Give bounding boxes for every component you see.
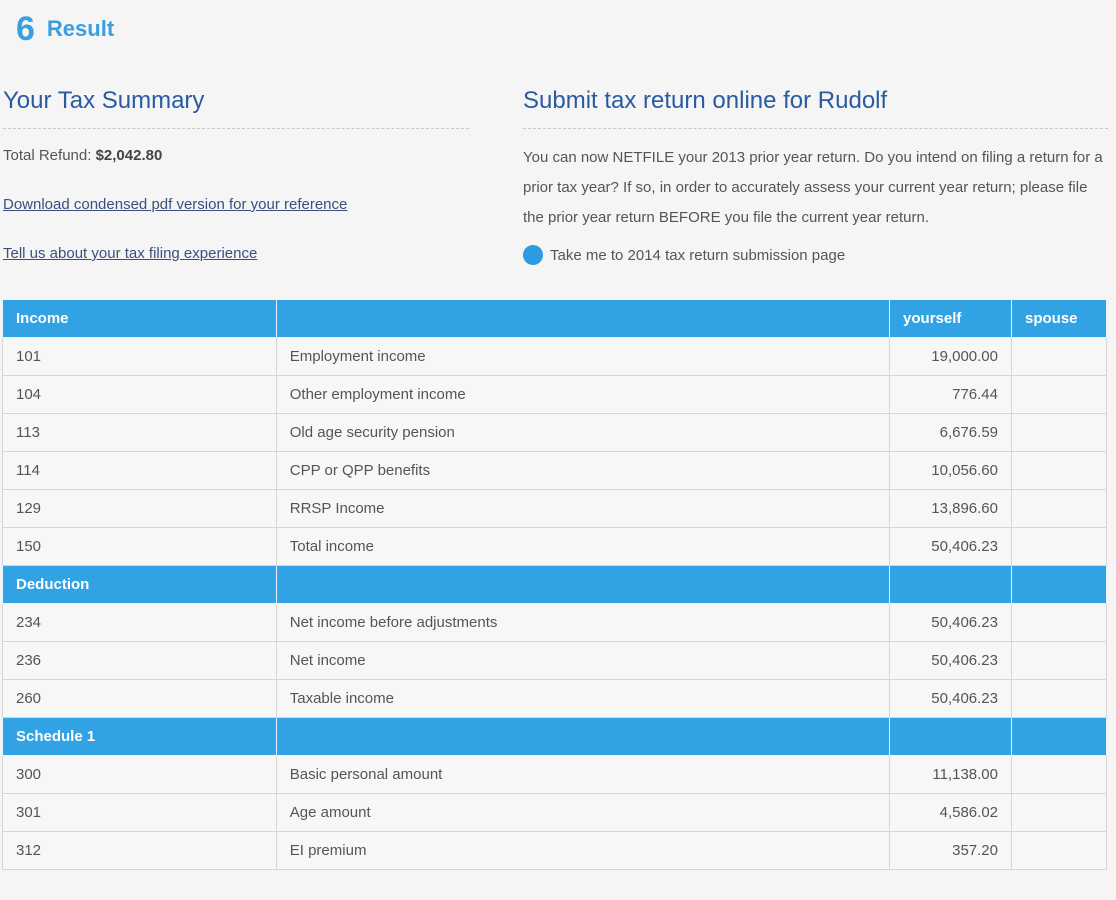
spouse-amount [1012,756,1107,794]
yourself-amount: 19,000.00 [890,338,1012,376]
line-code: 104 [3,376,277,414]
section-header-blank [276,718,889,756]
section-header-blank [276,566,889,604]
section-title: Schedule 1 [3,718,277,756]
yourself-amount: 50,406.23 [890,680,1012,718]
bullet-circle-icon [523,245,543,265]
spouse-amount [1012,528,1107,566]
table-row [3,338,1107,376]
line-code: 312 [3,832,277,870]
line-code: 236 [3,642,277,680]
table-row [3,528,1107,566]
yourself-amount: 50,406.23 [890,604,1012,642]
spouse-amount [1012,642,1107,680]
column-header-yourself [890,566,1012,604]
line-code: 300 [3,756,277,794]
line-label: RRSP Income [276,490,889,528]
yourself-amount: 50,406.23 [890,528,1012,566]
section-header-row [3,718,1107,756]
spouse-amount [1012,604,1107,642]
spouse-amount [1012,794,1107,832]
section-header-blank [276,300,889,338]
step-title: Result [46,16,115,41]
line-label: CPP or QPP benefits [276,452,889,490]
table-row [3,680,1107,718]
line-code: 114 [3,452,277,490]
total-refund-value: $2,042.80 [95,147,163,164]
line-label: Basic personal amount [276,756,889,794]
section-header-row [3,566,1107,604]
table-row [3,604,1107,642]
submission-page-link[interactable] [523,245,1108,265]
tax-summary-heading: Your Tax Summary [3,84,469,129]
line-label: Total income [276,528,889,566]
table-row [3,756,1107,794]
step-header [16,6,114,52]
table-row [3,490,1107,528]
section-header-row [3,300,1107,338]
line-label: Employment income [276,338,889,376]
table-row [3,414,1107,452]
submit-panel [523,84,1108,265]
submit-heading: Submit tax return online for Rudolf [523,84,1108,129]
yourself-amount: 11,138.00 [890,756,1012,794]
table-row [3,452,1107,490]
download-pdf-link[interactable]: Download condensed pdf version for your reference [3,196,348,213]
spouse-amount [1012,338,1107,376]
yourself-amount: 50,406.23 [890,642,1012,680]
column-header-yourself: yourself [890,300,1012,338]
line-label: Other employment income [276,376,889,414]
line-code: 113 [3,414,277,452]
spouse-amount [1012,680,1107,718]
yourself-amount: 776.44 [890,376,1012,414]
column-header-yourself [890,718,1012,756]
line-code: 129 [3,490,277,528]
table-row [3,832,1107,870]
spouse-amount [1012,832,1107,870]
submission-page-link-label[interactable]: Take me to 2014 tax return submission page [550,246,846,264]
yourself-amount: 13,896.60 [890,490,1012,528]
yourself-amount: 6,676.59 [890,414,1012,452]
line-label: Old age security pension [276,414,889,452]
step-number: 6 [16,9,35,48]
line-label: Net income [276,642,889,680]
line-label: Net income before adjustments [276,604,889,642]
line-label: Age amount [276,794,889,832]
tax-summary-panel [3,84,469,262]
tax-results-table [2,299,1107,870]
table-row [3,642,1107,680]
yourself-amount: 357.20 [890,832,1012,870]
netfile-notice: You can now NETFILE your 2013 prior year return. Do you intend on filing a return for a prior tax year? If so, in order to accurately assess your current year return; please file the prior year return BEFORE you file the current year return. [523,149,1103,226]
total-refund [3,147,469,164]
total-refund-label: Total Refund: [3,147,92,164]
feedback-link[interactable]: Tell us about your tax filing experience [3,245,258,262]
spouse-amount [1012,414,1107,452]
line-label: Taxable income [276,680,889,718]
line-code: 301 [3,794,277,832]
section-title: Deduction [3,566,277,604]
column-header-spouse: spouse [1012,300,1107,338]
section-title: Income [3,300,277,338]
yourself-amount: 10,056.60 [890,452,1012,490]
table-row [3,794,1107,832]
yourself-amount: 4,586.02 [890,794,1012,832]
spouse-amount [1012,490,1107,528]
column-header-spouse [1012,718,1107,756]
line-code: 234 [3,604,277,642]
spouse-amount [1012,376,1107,414]
column-header-spouse [1012,566,1107,604]
spouse-amount [1012,452,1107,490]
line-code: 150 [3,528,277,566]
line-label: EI premium [276,832,889,870]
table-row [3,376,1107,414]
line-code: 101 [3,338,277,376]
line-code: 260 [3,680,277,718]
